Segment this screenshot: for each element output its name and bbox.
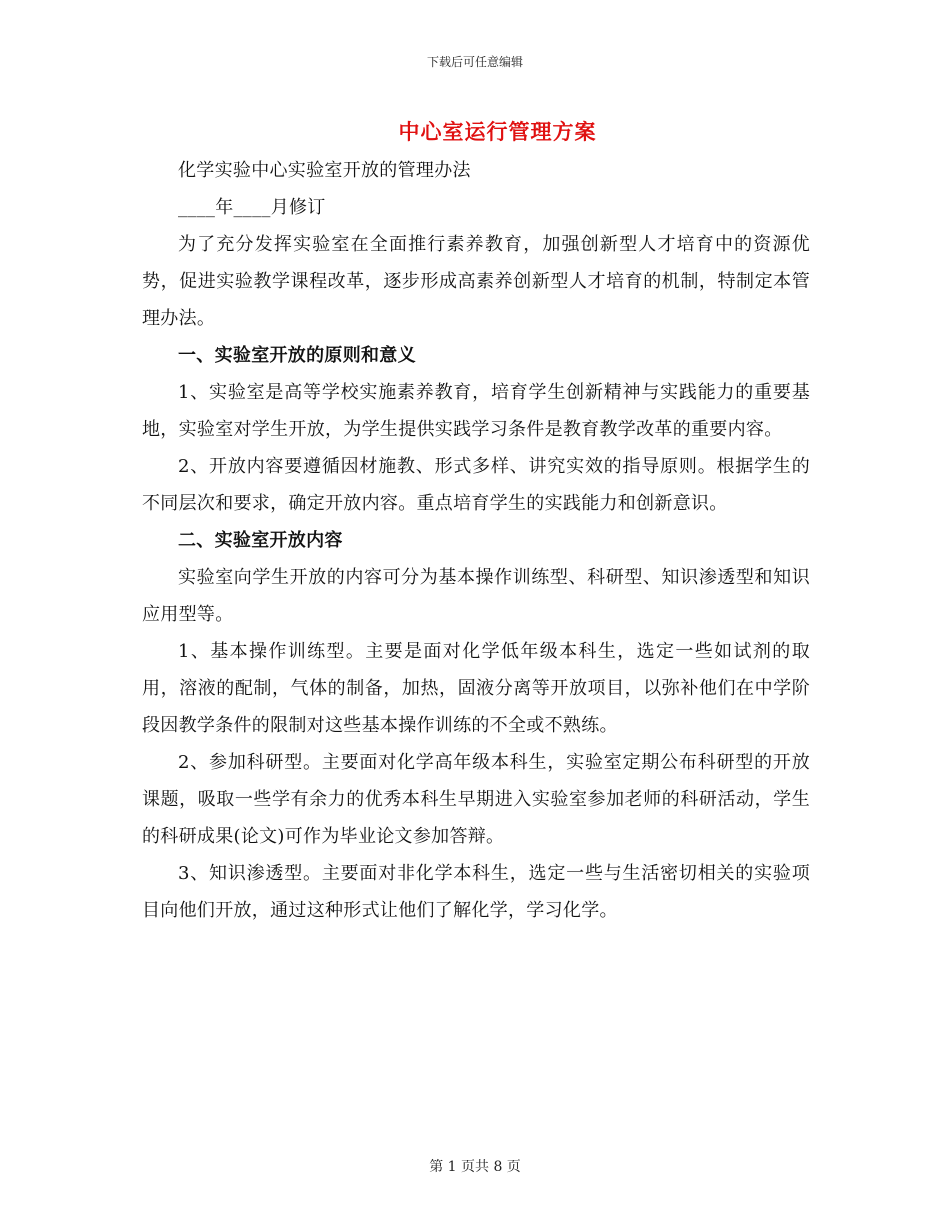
section-1-heading: 一、实验室开放的原则和意义 bbox=[178, 345, 416, 366]
revision-line: ____年____月修订 bbox=[178, 197, 326, 218]
document-title: 中心室运行管理方案 bbox=[398, 119, 597, 144]
document-body bbox=[142, 152, 810, 929]
section-2-paragraph-3: 3、知识渗透型。主要面对非化学本科生，选定一些与生活密切相关的实验项目向他们开放，通过这种形式让他们了解化学，学习化学。 bbox=[142, 863, 810, 921]
section-2-intro: 实验室向学生开放的内容可分为基本操作训练型、科研型、知识渗透型和知识应用型等。 bbox=[142, 567, 810, 625]
section-1-paragraph-1: 1、实验室是高等学校实施素养教育，培育学生创新精神与实践能力的重要基地，实验室对学生开放，为学生提供实践学习条件是教育教学改革的重要内容。 bbox=[142, 382, 810, 440]
section-2-paragraph-2: 2、参加科研型。主要面对化学高年级本科生，实验室定期公布科研型的开放课题，吸取一些学有余力的优秀本科生早期进入实验室参加老师的科研活动，学生的科研成果(论文)可作为毕业论文参加答辩。 bbox=[142, 752, 810, 847]
section-2-heading: 二、实验室开放内容 bbox=[178, 530, 343, 551]
section-1-paragraph-2: 2、开放内容要遵循因材施教、形式多样、讲究实效的指导原则。根据学生的不同层次和要求，确定开放内容。重点培育学生的实践能力和创新意识。 bbox=[142, 456, 810, 514]
intro-paragraph: 为了充分发挥实验室在全面推行素养教育，加强创新型人才培育中的资源优势，促进实验教学课程改革，逐步形成高素养创新型人才培育的机制，特制定本管理办法。 bbox=[142, 234, 810, 329]
section-2-paragraph-1: 1、基本操作训练型。主要是面对化学低年级本科生，选定一些如试剂的取用，溶液的配制，气体的制备，加热，固液分离等开放项目，以弥补他们在中学阶段因教学条件的限制对这些基本操作训练的不全或不熟练。 bbox=[142, 641, 810, 736]
page-header-note: 下载后可任意编辑 bbox=[426, 55, 523, 69]
page-number: 第 1 页共 8 页 bbox=[429, 1159, 521, 1175]
document-subtitle: 化学实验中心实验室开放的管理办法 bbox=[178, 160, 471, 181]
